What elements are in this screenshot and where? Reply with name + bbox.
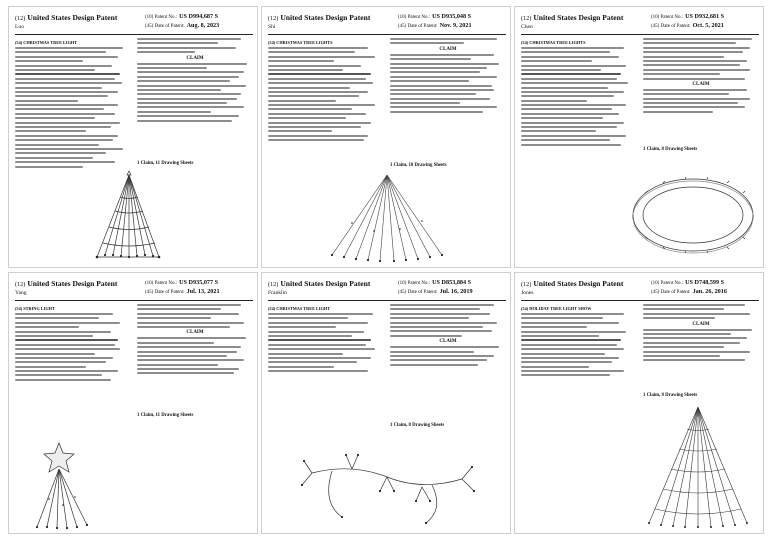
patent-title: (12) United States Design Patent	[521, 279, 624, 288]
patent-drawing	[635, 403, 761, 531]
patent-number: (10) Patent No.: US D748,599 S	[651, 279, 725, 286]
patent-drawing	[19, 413, 255, 531]
patent-title: (12) United States Design Patent	[15, 13, 118, 22]
inventor-name: Jones	[521, 290, 534, 296]
figure-caption: 1 Claim, 11 Drawing Sheets	[137, 413, 194, 418]
description-column	[643, 304, 759, 364]
patent-header	[268, 13, 506, 35]
claim-heading: CLAIM	[692, 321, 710, 327]
patent-title: (12) United States Design Patent	[521, 13, 624, 22]
patent-drawing	[19, 169, 255, 265]
figure-caption: 1 Claim, 8 Drawing Sheets	[390, 423, 445, 428]
bibliographic-column	[15, 38, 129, 170]
patent-header	[521, 279, 759, 301]
bibliographic-column	[15, 304, 129, 383]
patent-page	[514, 272, 764, 534]
patent-number: (10) Patent No.: US D935,077 S	[145, 279, 219, 286]
patent-page	[261, 6, 511, 268]
patent-page	[514, 6, 764, 268]
patent-date: (45) Date of Patent: Oct. 5, 2021	[651, 22, 724, 29]
bibliographic-column	[521, 38, 635, 148]
title-field: (54) CHRISTMAS TREE LIGHT	[268, 306, 331, 311]
patent-page	[8, 272, 258, 534]
patent-drawing	[302, 171, 472, 263]
description-column	[137, 304, 253, 377]
patent-number: (10) Patent No.: US D932,681 S	[651, 13, 725, 20]
patent-header	[15, 279, 253, 301]
patent-grid	[8, 6, 764, 534]
patent-date: (45) Date of Patent: Nov. 9, 2021	[398, 22, 472, 29]
patent-date: (45) Date of Patent: Jan. 26, 2016	[651, 288, 727, 295]
patent-page	[261, 272, 511, 534]
patent-title: (12) United States Design Patent	[15, 279, 118, 288]
patent-drawing	[282, 433, 492, 531]
title-field: (54) CHRISTMAS TREE LIGHTS	[521, 40, 586, 45]
bibliographic-column	[268, 38, 382, 144]
patent-date: (45) Date of Patent: Jul. 13, 2021	[145, 288, 220, 295]
patent-title: (12) United States Design Patent	[268, 13, 371, 22]
title-field: (54) CHRISTMAS TREE LIGHTS	[268, 40, 333, 45]
figure-caption: 1 Claim, 10 Drawing Sheets	[390, 163, 447, 168]
patent-drawing	[615, 157, 761, 265]
figure-caption: 1 Claim, 8 Drawing Sheets	[643, 393, 698, 398]
patent-date: (45) Date of Patent: Jul. 16, 2019	[398, 288, 473, 295]
claim-heading: CLAIM	[692, 81, 710, 87]
patent-header	[521, 13, 759, 35]
patent-page	[8, 6, 258, 268]
patent-number: (10) Patent No.: US D994,687 S	[145, 13, 219, 20]
title-field: (54) CHRISTMAS TREE LIGHT	[15, 40, 78, 45]
claim-heading: CLAIM	[439, 46, 457, 52]
claim-heading: CLAIM	[186, 330, 204, 336]
claim-heading: CLAIM	[439, 339, 457, 345]
claim-heading: CLAIM	[186, 55, 204, 61]
patent-header	[268, 279, 506, 301]
bibliographic-column	[268, 304, 382, 374]
inventor-name: Chen	[521, 24, 533, 30]
bibliographic-column	[521, 304, 635, 379]
inventor-name: Yang	[15, 290, 27, 296]
patent-number: (10) Patent No.: US D853,884 S	[398, 279, 472, 286]
patent-header	[15, 13, 253, 35]
description-column	[643, 38, 759, 115]
inventor-name: Franklin	[268, 290, 287, 296]
figure-caption: 1 Claim, 11 Drawing Sheets	[137, 161, 194, 166]
patent-number: (10) Patent No.: US D935,048 S	[398, 13, 472, 20]
figure-caption: 1 Claim, 8 Drawing Sheets	[643, 147, 698, 152]
inventor-name: Shi	[268, 24, 276, 30]
patent-title: (12) United States Design Patent	[268, 279, 371, 288]
title-field: (54) STRING LIGHT	[15, 306, 55, 311]
inventor-name: Luo	[15, 24, 25, 30]
patent-date: (45) Date of Patent: Aug. 8, 2023	[145, 22, 220, 29]
description-column	[390, 38, 506, 115]
description-column	[390, 304, 506, 368]
description-column	[137, 38, 253, 124]
title-field: (54) HOLIDAY TREE LIGHT SHOW	[521, 306, 592, 311]
